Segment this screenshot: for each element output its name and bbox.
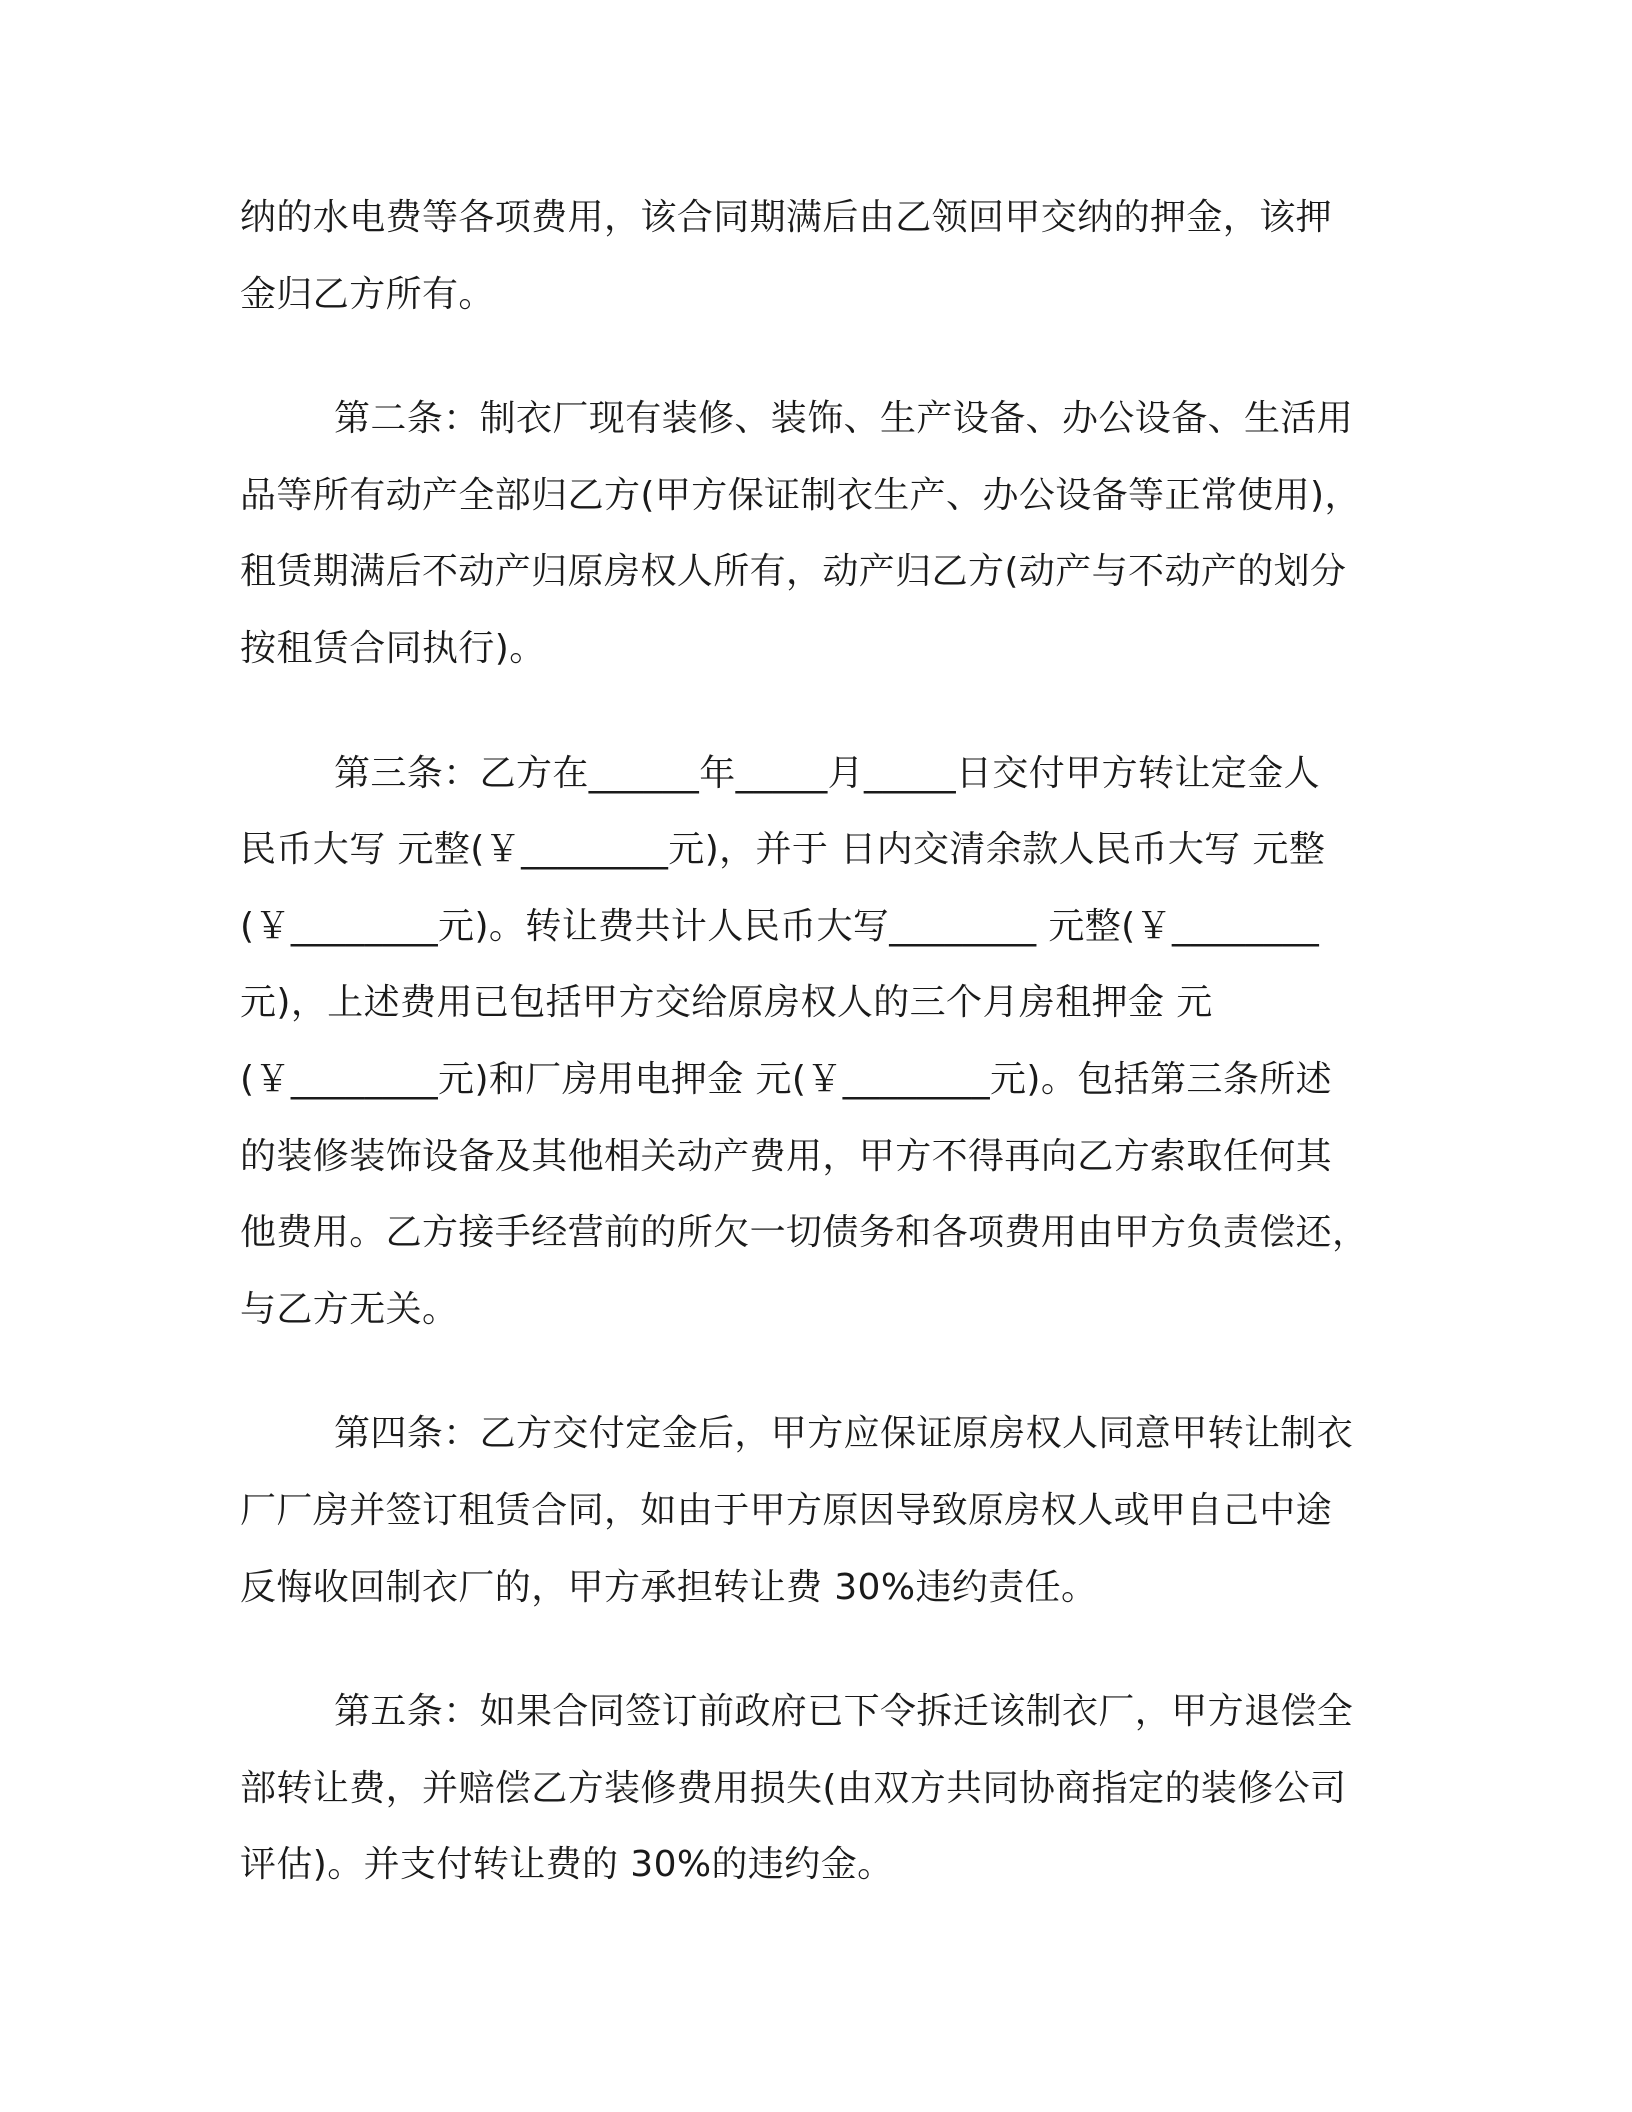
text-line: 金归乙方所有。 [240, 273, 495, 315]
text-line: 租赁期满后不动产归原房权人所有，动产归乙方(动产与不动产的划分 [240, 551, 1347, 593]
text-line: 品等所有动产全部归乙方(甲方保证制衣生产、办公设备等正常使用)， [240, 474, 1361, 516]
text-line: (￥________元)和厂房用电押金 元(￥________元)。包括第三条所述 [240, 1058, 1333, 1100]
text-line: 第三条：乙方在______年_____月_____日交付甲方转让定金人 [334, 752, 1321, 794]
text-line: 的装修装饰设备及其他相关动产费用，甲方不得再向乙方索取任何其 [240, 1135, 1333, 1177]
text-line: 部转让费，并赔偿乙方装修费用损失(由双方共同协商指定的装修公司 [240, 1767, 1347, 1809]
text-line: 按租赁合同执行)。 [240, 627, 546, 669]
text-line: 他费用。乙方接手经营前的所欠一切债务和各项费用由甲方负责偿还， [240, 1212, 1369, 1254]
paragraph-continuation [240, 180, 1390, 333]
text-line: (￥________元)。转让费共计人民币大写________ 元整(￥________ [240, 905, 1320, 947]
paragraph-article-4 [240, 1396, 1390, 1626]
text-line: 第五条：如果合同签订前政府已下令拆迁该制衣厂，甲方退偿全 [334, 1691, 1354, 1733]
text-line: 评估)。并支付转让费的 30%的违约金。 [240, 1844, 894, 1886]
text-line: 厂厂房并签订租赁合同，如由于甲方原因导致原房权人或甲自己中途 [240, 1489, 1333, 1531]
paragraph-article-5 [240, 1674, 1390, 1904]
text-line: 反悔收回制衣厂的，甲方承担转让费 30%违约责任。 [240, 1566, 1098, 1608]
text-line: 元)，上述费用已包括甲方交给原房权人的三个月房租押金 元 [240, 982, 1213, 1024]
paragraph-article-2 [240, 381, 1390, 687]
text-line: 第四条：乙方交付定金后，甲方应保证原房权人同意甲转让制衣 [334, 1413, 1354, 1455]
text-line: 纳的水电费等各项费用，该合同期满后由乙领回甲交纳的押金，该押 [240, 197, 1333, 238]
paragraph-article-3 [240, 736, 1390, 1349]
text-line: 民币大写 元整(￥________元)，并于 日内交清余款人民币大写 元整 [240, 829, 1326, 871]
document-page [240, 180, 1390, 1904]
text-line: 与乙方无关。 [240, 1288, 459, 1330]
text-line: 第二条：制衣厂现有装修、装饰、生产设备、办公设备、生活用 [334, 398, 1354, 440]
